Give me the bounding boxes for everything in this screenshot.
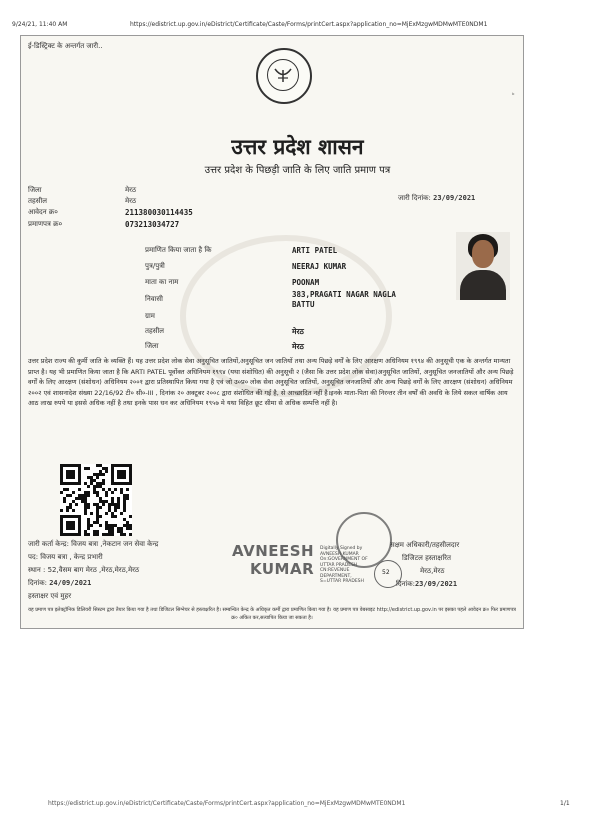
person-tehsil: मेरठ: [292, 327, 304, 336]
tehsil-value: मेरठ: [125, 197, 137, 205]
scan-mark: ᵇ: [512, 92, 515, 99]
digital-signature-name: [232, 542, 314, 578]
issuing-place: स्थान : 52,वैसम बाग मेरठ ,मेरठ,मेरठ,मेरठ: [28, 566, 140, 574]
certificate-title: उत्तर प्रदेश के पिछड़ी जाति के लिए जाति प्रमाण पत्र: [204, 165, 391, 176]
applicant-photo: [456, 232, 510, 300]
officer-digital-sign: डिजिटल हस्ताक्षरित: [402, 554, 451, 562]
father-name: NEERAJ KUMAR: [292, 262, 347, 271]
issued-under-label: ई-डिस्ट्रिक्ट के अन्तर्गत जारी..: [28, 42, 103, 50]
print-url[interactable]: https://edistrict.up.gov.in/eDistrict/Certificate/Caste/Forms/printCert.aspx?application_no=MjExMzgwMDMwMTE0NDM1: [130, 21, 488, 28]
signer-first-name: AVNEESH: [232, 542, 315, 560]
district-value: मेरठ: [125, 186, 137, 194]
tehsil-label: तहसील: [28, 197, 47, 205]
officer-title: सक्षम अधिकारी/तहसीलदार: [390, 541, 460, 549]
certificate-body-text: उत्तर प्रदेश राज्य की कुर्मी जाति के व्यक्ति हैं। यह उत्तर प्रदेश लोक सेवा अनुसूचित जातियों,अनुसूचित जन जातियों तथा अन्य पिछड़े वर्गों के लिए आरक्षण अधिनियम १९९४ की अनुसूची एक के अन्तर्गत मान्यता प्राप्त है। यह भी प्रमाणित किया जाता है कि ARTI PATEL पूर्वोक्त अधिनियम १९९४ (यथा संशोधित) की अनुसूची २ (जैसा कि उत्तर प्रदेश लोक सेवा)अनुसूचित जातियों, अनुसूचित जनजातियों और अन्य पिछड़े वर्गों के लिए आरक्षण (संशोधन) अधिनियम २००१ द्वारा प्रतिस्थापित किया गया है एवं जो उ०प्र० लोक सेवा अनुसूचित जातियों, अनुसूचित जनजातियों और अन्य पिछड़े वर्गों के लिए आरक्षण (संशोधन) अधिनियम २००२ एवं शासनादेश संख्या 22/16/92 टी० सी०-III , दिनांक २० अक्टूबर २००८ द्वारा संशोधित की गई है, से आच्छादित नहीं है।इनके माता-पिता की निरन्तर तीन वर्षों की अवधि के लिये सकल वार्षिक आय आठ लाख रुपये या इससे अधिक नहीं है तथा इनके पास धन कर अधिनियम १९५७ मे यथा विहित छूट सीमा से अधिक सम्पत्ति नहीं है।: [28, 357, 514, 407]
village-label: ग्राम: [145, 312, 155, 320]
issuing-date-value: 24/09/2021: [49, 579, 92, 587]
person-district-label: जिला: [145, 342, 159, 350]
signer-last-name: KUMAR: [250, 560, 315, 578]
certified-label: प्रमाणित किया जाता है कि: [145, 246, 212, 254]
child-of-label: पुत्र/पुत्री: [145, 262, 165, 270]
issue-date-label: जारी दिनांक:: [398, 194, 431, 202]
officer-date-label: दिनांक:: [396, 580, 415, 588]
mother-label: माता का नाम: [145, 278, 179, 286]
issuing-post: पद: विजय बत्रा , केन्द्र प्रभारी: [28, 553, 103, 561]
issue-date: [398, 194, 475, 203]
certificate-number: 073213034727: [125, 220, 180, 229]
page-count: 1/1: [560, 800, 570, 807]
application-number: 211380030114435: [125, 208, 193, 217]
certificate-number-label: प्रमाणपत्र क्र०: [28, 220, 63, 228]
address-line-2: BATTU: [292, 300, 315, 309]
issuing-date-label: दिनांक:: [28, 579, 47, 587]
issuing-date: [28, 579, 91, 588]
issuing-center: जारी कर्ता केन्द्र: विजय बत्रा ,नेकटान जन सेवा केन्द्र: [28, 540, 159, 548]
issue-date-value: 23/09/2021: [433, 194, 476, 202]
address-line-1: 383,PRAGATI NAGAR NAGLA: [292, 290, 396, 299]
person-district: मेरठ: [292, 342, 304, 351]
officer-date-value: 23/09/2021: [414, 580, 458, 588]
person-tehsil-label: तहसील: [145, 327, 164, 335]
digital-signature-details: Digitally Signed by AVNEESH KUMAR On:GOVERNMENT OF UTTAR PRADESH CN:REVENUE DEPARTMENT, S=UTTAR PRADESH: [320, 546, 368, 584]
signature-seal-label: हस्ताक्षर एवं मुहर: [28, 592, 72, 600]
district-label: जिला: [28, 186, 42, 194]
government-title: उत्तर प्रदेश शासन: [231, 134, 364, 159]
person-name: ARTI PATEL: [292, 246, 338, 255]
officer-place: मेरठ,मेरठ: [420, 567, 445, 575]
mother-name: POONAM: [292, 278, 320, 287]
print-url-footer[interactable]: https://edistrict.up.gov.in/eDistrict/Certificate/Caste/Forms/printCert.aspx?application_no=MjExMzgwMDMwMTE0NDM1: [48, 800, 406, 807]
officer-date: [396, 580, 457, 589]
stamp-number-icon: 52: [374, 560, 402, 588]
application-label: आवेदन क्र०: [28, 208, 58, 216]
resident-label: निवासी: [145, 295, 163, 303]
up-government-seal-icon: [256, 48, 312, 104]
print-datetime: 9/24/21, 11:40 AM: [12, 21, 68, 28]
qr-code: [60, 464, 132, 536]
verification-note: यह प्रमाण पत्र इलेक्ट्रॉनिक डिलिवरी सिस्टम द्वारा तैयार किया गया है तथा डिजिटल सिग्नेचर से हस्ताक्षरित है। सम्बन्धित केन्द्र के अधिकृत कर्मी द्वारा प्रमाणित किया गया है। यह प्रमाण पत्र वेबसाइट http://edistrict.up.gov.in पर इसका पहले आवेदन क्र० फिर प्रमाणपत्र क्र० अंकित कर,सत्यापित किया जा सकता है।: [28, 607, 516, 621]
